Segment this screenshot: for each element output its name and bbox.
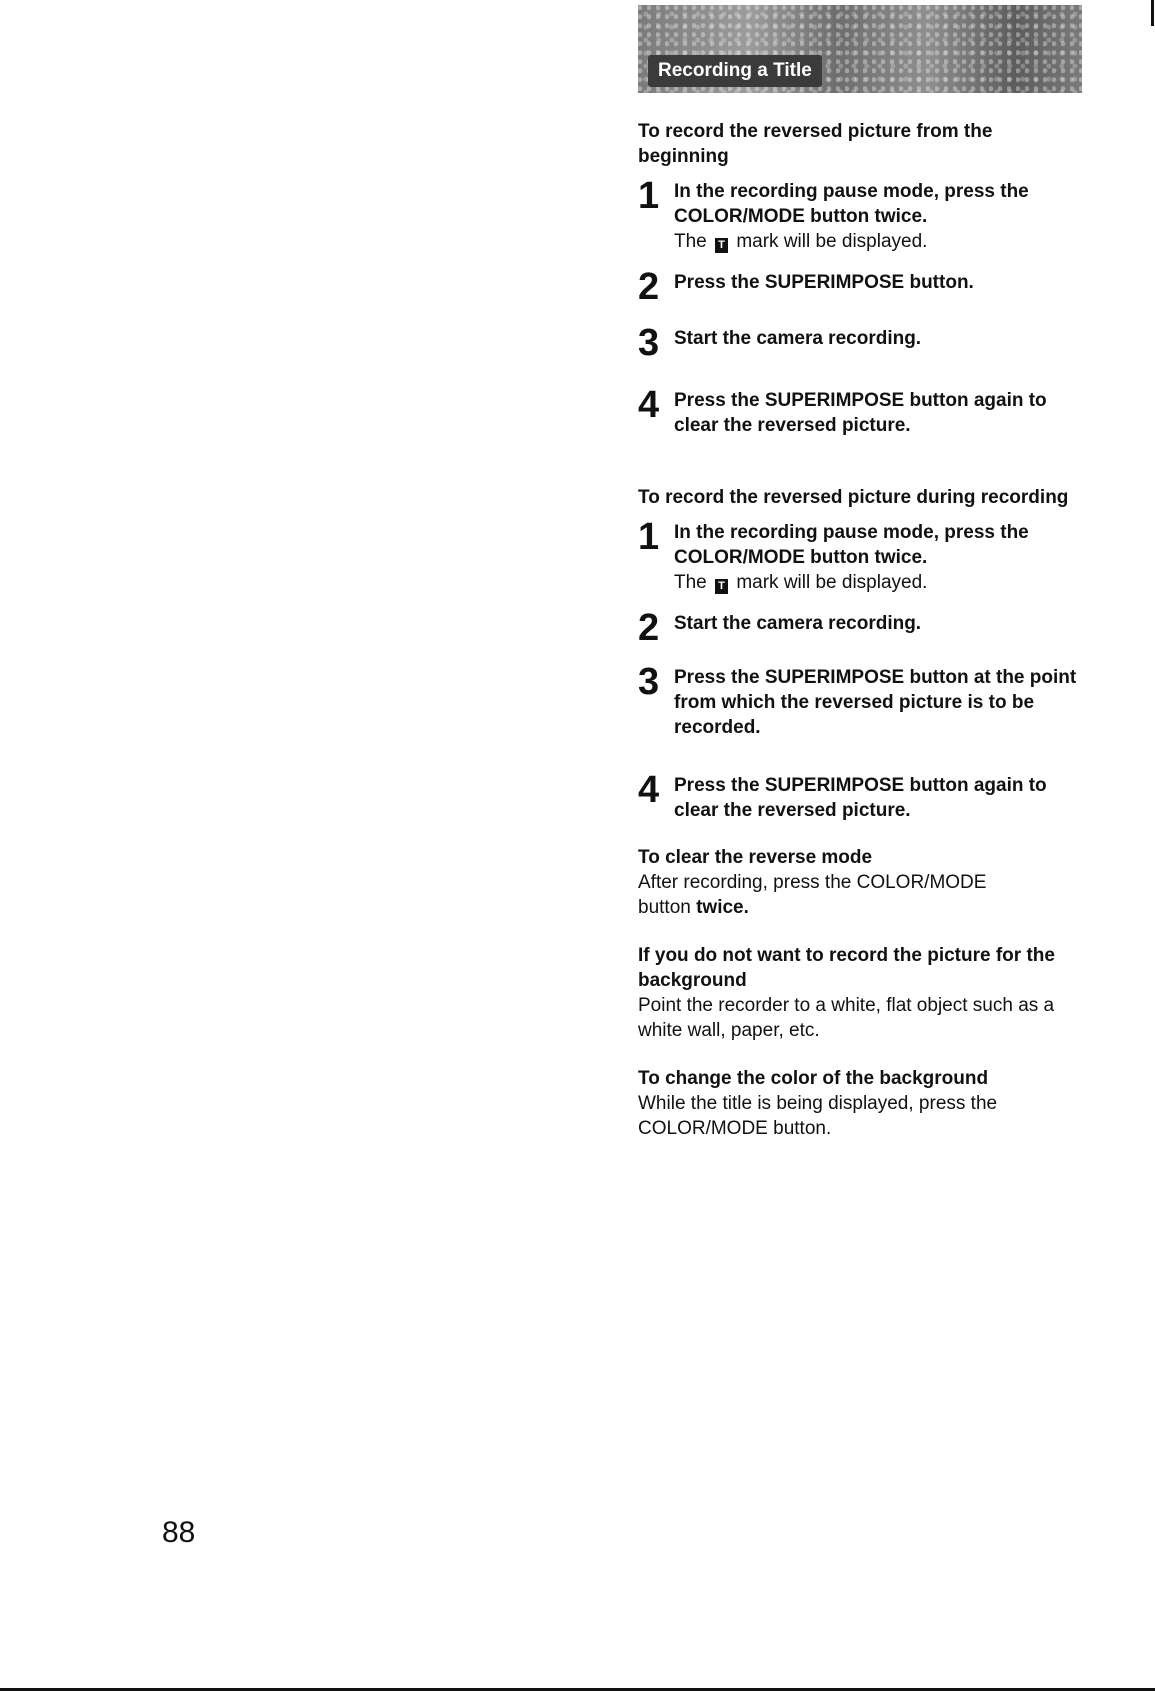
step-number: 2 bbox=[638, 266, 660, 308]
step-instruction: Start the camera recording. bbox=[674, 613, 922, 634]
section-title: Recording a Title bbox=[648, 55, 822, 87]
note-text: Point the recorder to a white, flat object such as a white wall, paper, etc. bbox=[638, 995, 1055, 1041]
title-mark-icon: T bbox=[715, 238, 728, 253]
step-instruction: Press the SUPERIMPOSE button at the point from which the reversed picture is to be recorded. bbox=[674, 667, 1077, 738]
section-during-recording bbox=[638, 485, 1088, 821]
section-heading: To record the reversed picture from the beginning bbox=[638, 121, 993, 167]
step-number: 4 bbox=[638, 769, 660, 811]
step-number: 1 bbox=[638, 516, 660, 558]
step-instruction: Press the SUPERIMPOSE button again to clear the reversed picture. bbox=[674, 775, 1047, 821]
step-note: The T mark will be displayed. bbox=[674, 231, 928, 252]
step-number: 2 bbox=[638, 607, 660, 649]
note-heading: To clear the reverse mode bbox=[638, 847, 873, 868]
step-number: 4 bbox=[638, 384, 660, 426]
section-heading: To record the reversed picture during recording bbox=[638, 487, 1069, 508]
step-instruction: Start the camera recording. bbox=[674, 328, 922, 349]
step-instruction: Press the SUPERIMPOSE button. bbox=[674, 272, 974, 293]
section-header-banner bbox=[638, 5, 1082, 93]
note-clear-reverse bbox=[638, 845, 1083, 920]
step-number: 3 bbox=[638, 661, 660, 703]
page-number: 88 bbox=[162, 1516, 196, 1549]
step-number: 3 bbox=[638, 322, 660, 364]
step-number: 1 bbox=[638, 175, 660, 217]
corner-crop-mark bbox=[1151, 0, 1154, 26]
section-from-beginning bbox=[638, 119, 1088, 436]
note-heading: If you do not want to record the picture for the background bbox=[638, 945, 1055, 991]
note-text: After recording, press the COLOR/MODE button twice. bbox=[638, 872, 987, 918]
note-heading: To change the color of the background bbox=[638, 1068, 989, 1089]
step-note: The T mark will be displayed. bbox=[674, 572, 928, 593]
step-instruction: In the recording pause mode, press the COLOR/MODE button twice. bbox=[674, 181, 1029, 227]
note-text: While the title is being displayed, press the COLOR/MODE button. bbox=[638, 1093, 998, 1139]
note-no-background bbox=[638, 943, 1083, 1043]
title-mark-icon: T bbox=[715, 579, 728, 594]
note-change-background-color bbox=[638, 1066, 1083, 1141]
step-instruction: Press the SUPERIMPOSE button again to clear the reversed picture. bbox=[674, 390, 1047, 436]
step-instruction: In the recording pause mode, press the COLOR/MODE button twice. bbox=[674, 522, 1029, 568]
